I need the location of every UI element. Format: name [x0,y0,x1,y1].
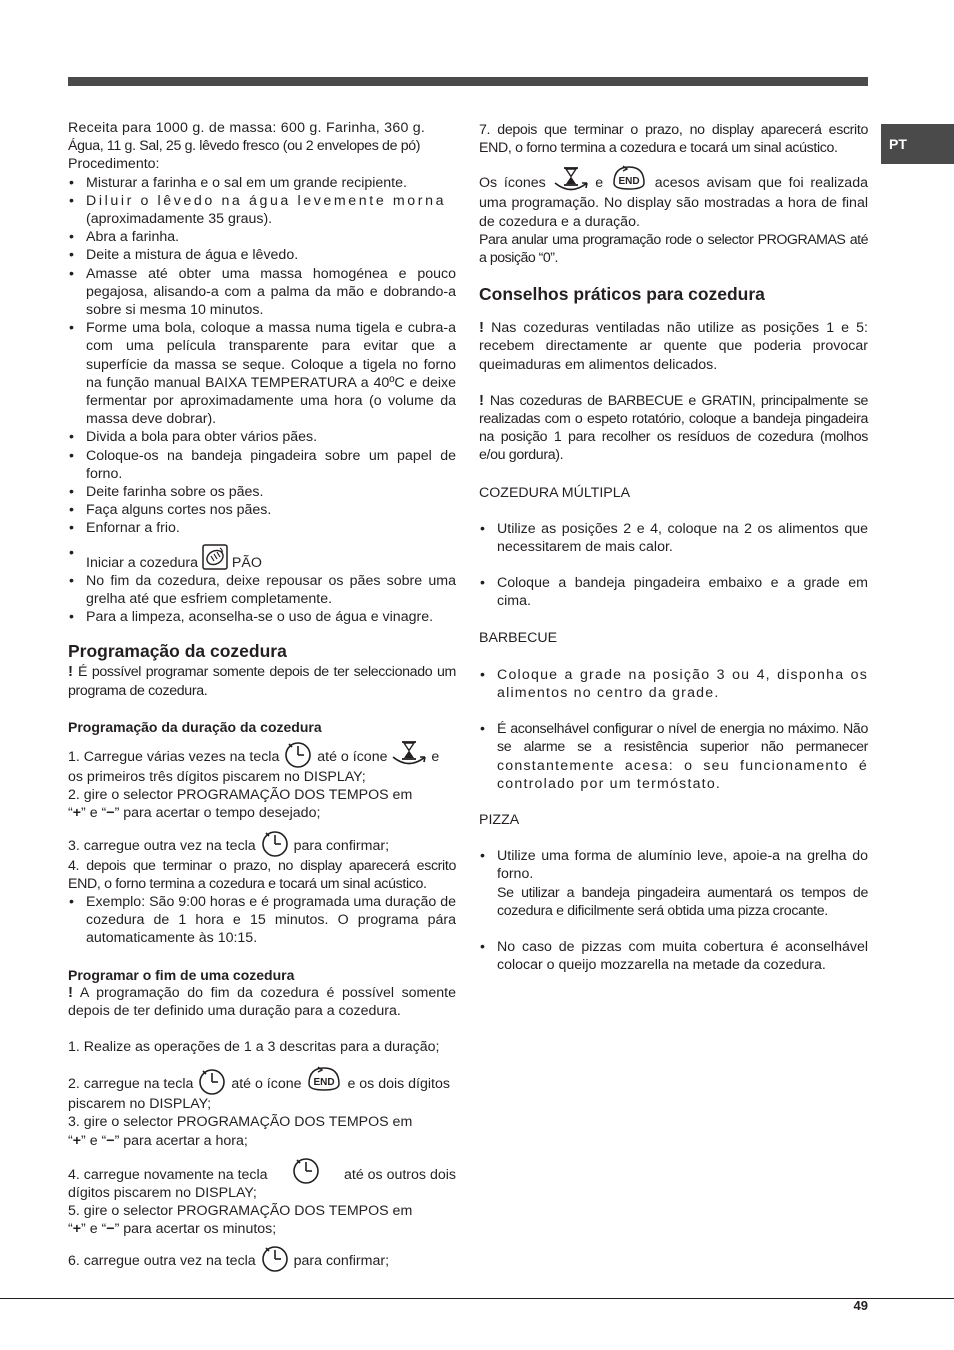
barbecue-list [479,666,868,793]
clock-icon [260,829,290,857]
list-item: • Utilize as posições 2 e 4, coloque na 2 os alimentos que necessitarem de mais calor. [479,520,868,556]
list-item: • Para a limpeza, aconselha-se o uso de água e vinagre. [68,608,456,626]
duration-step-1: 1. Carregue várias vezes na tecla até o ícone e os primeiros três dígitos piscarem no DISPLAY; [68,740,456,786]
subsection-title-end: Programar o fim de uma cozedura [68,966,295,983]
list-item: • Utilize uma forma de alumínio leve, apoie-a na grelha do forno. Se utilizar a bandeja pingadeira aumentará os tempos de cozedura e dificilmente será obtida uma pizza crocante. [479,847,868,920]
page-number: 49 [853,1298,868,1313]
left-column [68,118,456,1272]
duration-step-2: 2. gire o selector PROGRAMAÇÃO DOS TEMPOS em “+” e “−” para acertar o tempo desejado; [68,787,413,822]
heading-multiple-cooking: COZEDURA MÚLTIPLA [479,484,631,501]
end-note: ! A programação do fim da cozedura é possível somente depois de ter definido uma duração para a cozedura. [68,983,456,1019]
right-column [479,118,868,975]
list-item: • Forme uma bola, coloque a massa numa tigela e cubra-a com uma película transparente para evitar que a superfície da massa se seque. Coloque a tigela no forno na função manual BAIXA TEMPERATURA a 40ºC e deixe fermentar por aproximadamente uma hora (o volume da massa deve dobrar). [68,319,456,428]
clock-icon [260,1244,290,1272]
list-item: • Iniciar a cozedura PÃO [68,544,456,572]
list-item: • É aconselhável configurar o nível de energia no máximo. Não se alarme se a resistência superior não permanecer constantemente acesa: o seu funcionamento é controlado por um termóstato. [479,720,868,793]
end-step-3: 3. gire o selector PROGRAMAÇÃO DOS TEMPOS em “+” e “−” para acertar a hora; [68,1114,413,1149]
list-item: • Coloque a grade na posição 3 ou 4, disponha os alimentos no centro da grade. [479,666,868,702]
hourglass-icon [391,740,427,768]
list-item: • Abra a farinha. [68,228,456,246]
clock-icon [291,1156,321,1184]
recipe-intro: Receita para 1000 g. de massa: 600 g. Farinha, 360 g. Água, 11 g. Sal, 25 g. lêvedo fresco (ou 2 envelopes de pó) Procedimento: [68,120,426,173]
hourglass-icon [553,166,589,194]
programming-note: ! É possível programar somente depois de ter seleccionado um programa de cozedura. [68,663,456,699]
end-icon [610,163,648,193]
heading-barbecue: BARBECUE [479,629,558,646]
list-item: • Exemplo: São 9:00 horas e é programada uma duração de cozedura de 1 hora e 15 minutos. O programa pára automaticamente às 10:15. [68,893,456,948]
header-bar [68,77,868,86]
subsection-title-duration: Programação da duração da cozedura [68,718,322,735]
end-step-6: 6. carregue outra vez na tecla para confirmar; [68,1244,456,1272]
end-step-5: 5. gire o selector PROGRAMAÇÃO DOS TEMPOS em “+” e “−” para acertar os minutos; [68,1202,413,1238]
bread-icon [202,544,228,570]
list-item: • Diluir o lêvedo na água levemente morna (aproximadamente 35 graus). [68,192,456,228]
list-item: • No caso de pizzas com muita cobertura é aconselhável colocar o queijo mozzarella na metade da cozedura. [479,938,868,974]
icons-note: Os ícones e acesos avisam que foi realizada uma programação. No display são mostradas a hora de final de cozedura e a duração. [479,163,868,230]
end-icon [305,1064,343,1094]
language-tab: PT [881,124,954,164]
list-item: • Enfornar a frio. [68,519,456,537]
list-item: • Divida a bola para obter vários pães. [68,428,456,446]
end-step-2: 2. carregue na tecla até o ícone e os dois dígitos piscarem no DISPLAY; [68,1064,456,1113]
section-title-tips: Conselhos práticos para cozedura [479,284,765,305]
cancel-note: Para anular uma programação rode o selector PROGRAMAS até a posição “0”. [479,231,868,267]
multiple-cooking-list [479,520,868,611]
list-item: • Deite farinha sobre os pães. [68,483,456,501]
list-item: • Coloque-os na bandeja pingadeira sobre um papel de forno. [68,447,456,483]
list-item: • Amasse até obter uma massa homogénea e pouco pegajosa, alisando-a com a palma da mão e dobrando-a sobre si mesma 10 minutos. [68,265,456,320]
end-step-1: 1. Realize as operações de 1 a 3 descritas para a duração; [68,1038,440,1055]
pizza-list [479,847,868,974]
list-item: • Deite a mistura de água e lêvedo. [68,246,456,264]
end-step-4: 4. carregue novamente na tecla até os outros dois dígitos piscarem no DISPLAY; [68,1156,456,1202]
list-item: • Faça alguns cortes nos pães. [68,501,456,519]
heading-pizza: PIZZA [479,812,520,829]
clock-icon [197,1067,227,1095]
recipe-final-steps [68,544,456,627]
list-item: • Coloque a bandeja pingadeira embaixo e a grade em cima. [479,574,868,610]
tip-barbecue-gratin: ! Nas cozeduras de BARBECUE e GRATIN, principalmente se realizadas com o espeto rotatório, coloque a bandeja pingadeira na posição 1 para recolher os resíduos de cozedura (molhos e/ou gordura). [479,391,868,464]
tip-ventilated: ! Nas cozeduras ventiladas não utilize as posições 1 e 5: recebem directamente ar quente que poderia provocar queimaduras em alimentos delicados. [479,319,868,373]
duration-example [68,893,456,948]
duration-step-4: 4. depois que terminar o prazo, no display aparecerá escrito END, o forno termina a cozedura e tocará um sinal acústico. [68,857,456,892]
clock-icon [283,740,313,768]
list-item: • Misturar a farinha e o sal em um grande recipiente. [68,174,456,192]
end-step-7: 7. depois que terminar o prazo, no display aparecerá escrito END, o forno termina a cozedura e tocará um sinal acústico. [479,122,868,157]
duration-step-3: 3. carregue outra vez na tecla para confirmar; [68,829,456,857]
list-item: • No fim da cozedura, deixe repousar os pães sobre uma grelha até que esfriem completamente. [68,572,456,608]
section-title-programming: Programação da cozedura [68,641,287,662]
recipe-steps [68,174,456,538]
